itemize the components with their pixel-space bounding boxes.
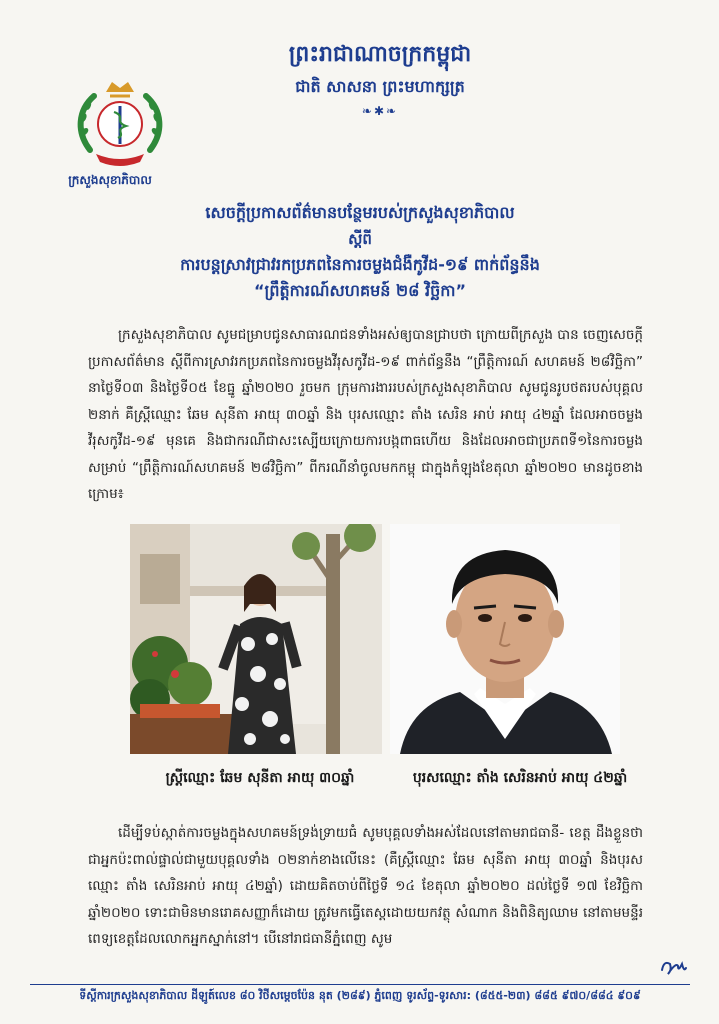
header-ornament: ❧✱❧ — [361, 104, 399, 118]
kingdom-heading: ព្រះរាជាណាចក្រកម្ពុជា — [288, 41, 472, 67]
initials-signature-icon — [658, 956, 688, 980]
announcement-event-name: “ព្រឹត្តិការណ៍សហគមន៍ ២៨ វិច្ឆិកា” — [254, 281, 466, 300]
announcement-subject-label: ស្តីពី — [348, 230, 372, 248]
ministry-name-label: ក្រសួងសុខាភិបាល — [68, 173, 152, 187]
photo-man — [390, 524, 620, 754]
caption-man: បុរសឈ្មោះ តាំង សេរិនអាប់ អាយុ ៤២ឆ្នាំ — [412, 770, 628, 786]
footer-address: ទីស្តីការក្រសួងសុខាភិបាល ដីឡូត៍លេខ ៨០ វិថីសម្តេចប៉ែន នុត (២៨៩) ភ្នំពេញ ទូរស័ព្ទ-ទូរសារ: (៨៥៥-២៣) ៨៨៥ ៩៧០/៨៨៤ ៩០៩ — [79, 989, 641, 1002]
ministry-emblem-icon — [70, 72, 170, 172]
caption-woman: ស្ត្រីឈ្មោះ ឆែម សុនីតា អាយុ ៣០ឆ្នាំ — [165, 770, 355, 786]
body-paragraph-2: ដើម្បីទប់ស្កាត់ការចម្លងក្នុងសហគមន៍ទ្រង់ទ្រាយធំ សូមបុគ្គលទាំងអស់ដែលនៅតាមរាជធានី- ខេត្ត ដឹងខ្លួនថាជាអ្នកប៉ះពាល់ផ្ទាល់ជាមួយបុគ្គលទាំង ០២នាក់ខាងលើនេះ (គឺស្ត្រីឈ្មោះ ឆែម សុនីតា អាយុ ៣០ឆ្នាំ និងបុរសឈ្មោះ តាំង សេរិនអាប់ អាយុ ៤២ឆ្នាំ) ដោយគិតចាប់ពីថ្ងៃទី ១៤ ខែតុលា ឆ្នាំ២០២០ ដល់ថ្ងៃទី ១៧ ខែវិច្ឆិកា ឆ្នាំ២០២០ ទោះជាមិនមានរោគសញ្ញាក៏ដោយ ត្រូវមកធ្វើតេស្តដោយយកវត្ថុ សំណាក និងពិនិត្យឈាម នៅតាមមន្ទីរពេទ្យខេត្តដែលលោកអ្នកស្នាក់នៅ។ បើនៅរាជធានីភ្នំពេញ សូម — [88, 825, 643, 947]
announcement-title: សេចក្តីប្រកាសព័ត៌មានបន្ថែមរបស់ក្រសួងសុខាភិបាល — [205, 203, 515, 222]
national-motto: ជាតិ សាសនា ព្រះមហាក្សត្រ — [295, 77, 465, 96]
announcement-subject: ការបន្តស្រាវជ្រាវរកប្រភពនៃការចម្លងជំងឺកូវីដ-១៩ ពាក់ព័ន្ធនឹង — [180, 255, 540, 274]
footer-divider — [30, 984, 690, 985]
body-paragraph-1: ក្រសួងសុខាភិបាល សូមជម្រាបជូនសាធារណជនទាំងអស់ឲ្យបានជ្រាបថា ក្រោយពីក្រសួង បាន ចេញសេចក្តីប្រកាសព័ត៌មាន ស្តីពីការស្រាវរកប្រភពនៃការចម្លងវីរុសកូវីដ-១៩ ពាក់ព័ន្ធនឹង “ព្រឹត្តិការណ៍ សហគមន៍ ២៨វិច្ឆិកា” នាថ្ងៃទី០៣ និងថ្ងៃទី០៥ ខែធ្នូ ឆ្នាំ២០២០ រួចមក ក្រុមការងាររបស់ក្រសួងសុខាភិបាល សូមជូនរូបថតរបស់បុគ្គល ២នាក់ គឺស្ត្រីឈ្មោះ ឆែម សុនីតា អាយុ ៣០ឆ្នាំ និង បុរសឈ្មោះ តាំង សេរិន អាប់ អាយុ ៤២ឆ្នាំ ដែលអាចចម្លងវីរុសកូវីដ-១៩ មុនគេ និងជាករណីជាសះស្បើយក្រោយការបង្កពាធហើយ និងដែលអាចជាប្រភពទី១នៃការចម្លងសម្រាប់ “ព្រឹត្តិការណ៍សហគមន៍ ២៨វិច្ឆិកា” ពីករណីនាំចូលមកកម្ពុ ជាក្នុងកំឡុងខែតុលា ឆ្នាំ២០២០ មានដូចខាងក្រោម៖ — [88, 327, 643, 502]
photo-woman — [130, 524, 382, 754]
